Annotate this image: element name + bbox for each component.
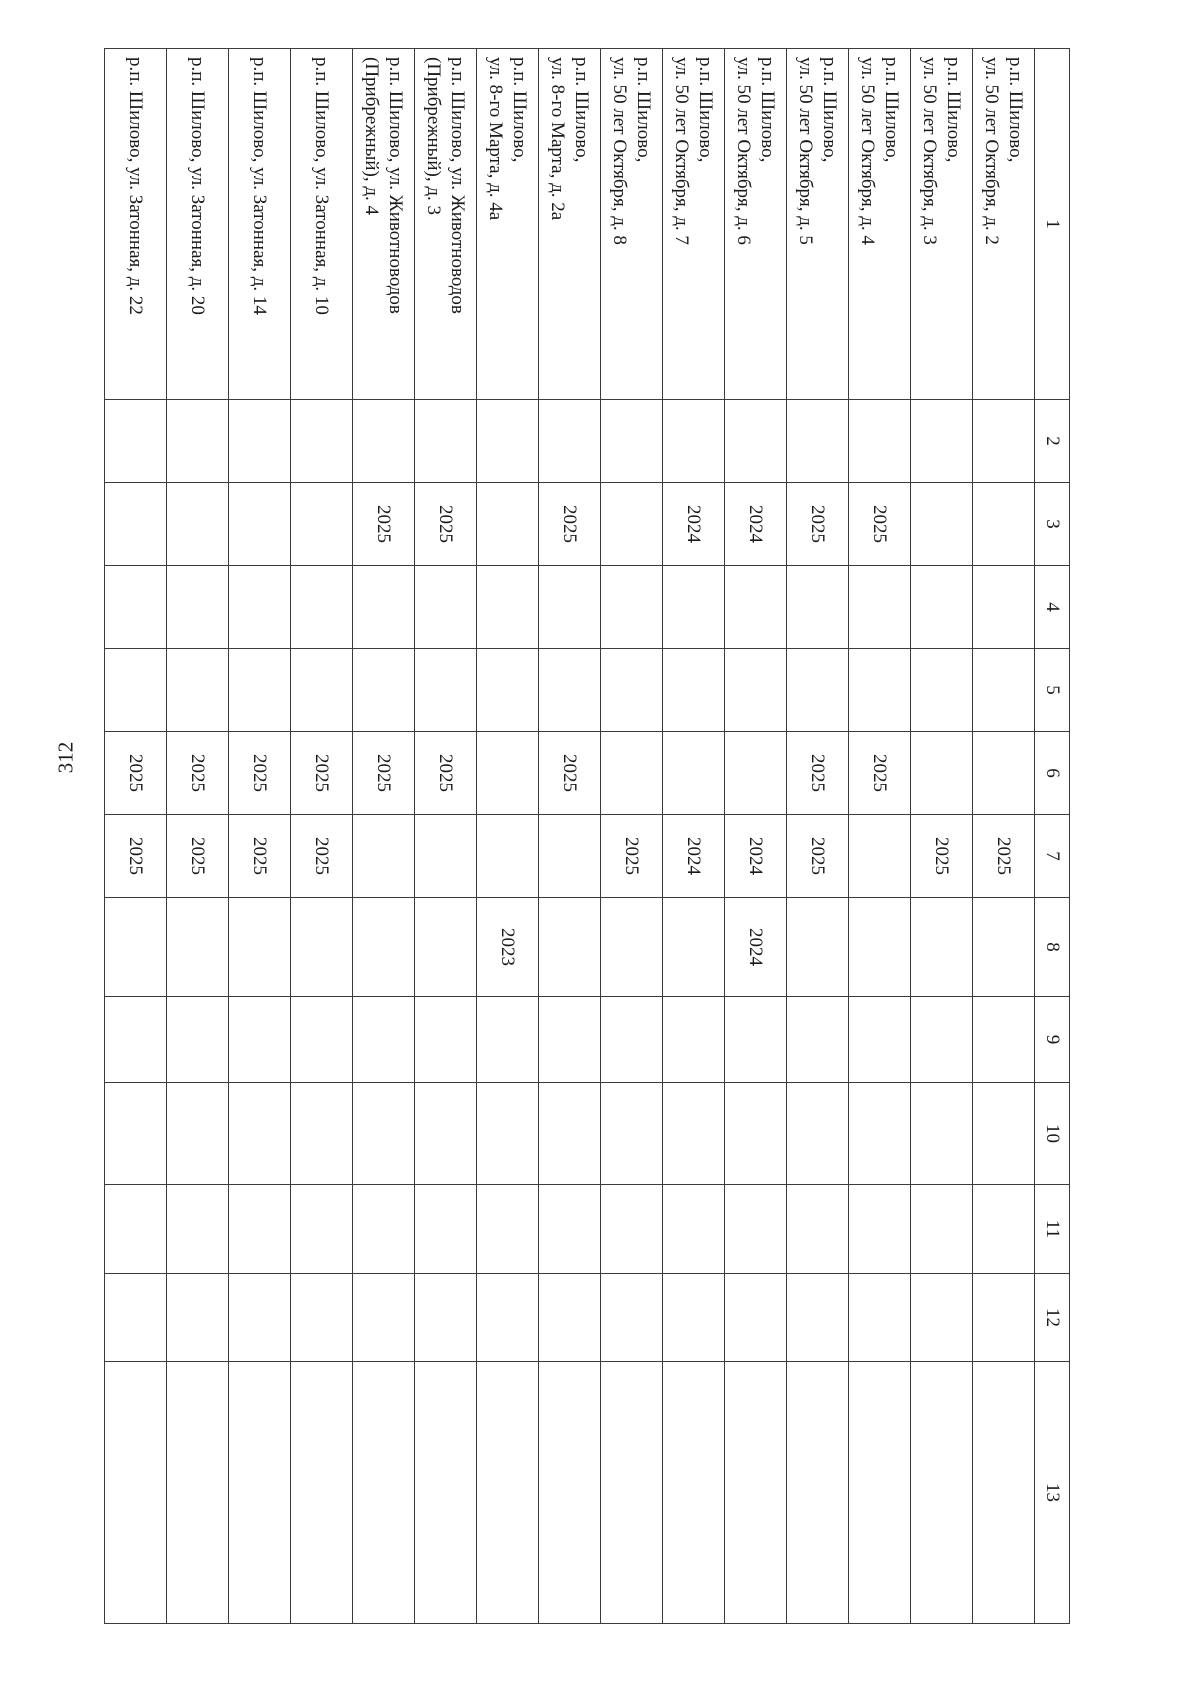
year-cell-4 xyxy=(167,566,229,649)
year-cell-6 xyxy=(973,732,1035,815)
year-cell-11 xyxy=(973,1185,1035,1274)
table-row xyxy=(415,49,477,1624)
year-cell-5 xyxy=(787,649,849,732)
table-row xyxy=(601,49,663,1624)
year-cell-7: 2025 xyxy=(787,815,849,898)
year-cell-6: 2025 xyxy=(353,732,415,815)
year-cell-12 xyxy=(601,1274,663,1362)
year-cell-4 xyxy=(415,566,477,649)
column-header-10: 10 xyxy=(1035,1083,1070,1185)
year-cell-6: 2025 xyxy=(167,732,229,815)
year-cell-4 xyxy=(477,566,539,649)
year-cell-11 xyxy=(911,1185,973,1274)
year-cell-12 xyxy=(415,1274,477,1362)
year-cell-5 xyxy=(105,649,167,732)
year-cell-13 xyxy=(725,1362,787,1624)
year-cell-5 xyxy=(477,649,539,732)
year-cell-6 xyxy=(477,732,539,815)
year-cell-3 xyxy=(291,483,353,566)
year-cell-7: 2025 xyxy=(167,815,229,898)
year-cell-12 xyxy=(663,1274,725,1362)
table-row xyxy=(787,49,849,1624)
year-cell-11 xyxy=(353,1185,415,1274)
year-cell-11 xyxy=(849,1185,911,1274)
year-cell-3: 2025 xyxy=(787,483,849,566)
address-cell: р.п. Шилово, ул. Животноводов (Прибрежный), д. 4 xyxy=(353,49,415,400)
address-cell: р.п. Шилово, ул. 50 лет Октября, д. 7 xyxy=(663,49,725,400)
year-cell-6: 2025 xyxy=(229,732,291,815)
year-cell-10 xyxy=(973,1083,1035,1185)
year-cell-7 xyxy=(849,815,911,898)
year-cell-12 xyxy=(539,1274,601,1362)
year-cell-5 xyxy=(353,649,415,732)
year-cell-11 xyxy=(291,1185,353,1274)
table-row xyxy=(973,49,1035,1624)
year-cell-11 xyxy=(167,1185,229,1274)
year-cell-12 xyxy=(973,1274,1035,1362)
year-cell-13 xyxy=(291,1362,353,1624)
year-cell-10 xyxy=(539,1083,601,1185)
year-cell-3 xyxy=(229,483,291,566)
table-body xyxy=(105,49,1035,1624)
rotated-table-container xyxy=(108,48,1070,1523)
year-cell-9 xyxy=(849,997,911,1083)
year-cell-4 xyxy=(353,566,415,649)
year-cell-11 xyxy=(539,1185,601,1274)
year-cell-7: 2025 xyxy=(229,815,291,898)
year-cell-5 xyxy=(415,649,477,732)
year-cell-2 xyxy=(663,400,725,483)
year-cell-13 xyxy=(663,1362,725,1624)
year-cell-4 xyxy=(725,566,787,649)
year-cell-9 xyxy=(477,997,539,1083)
year-cell-3: 2025 xyxy=(415,483,477,566)
address-cell: р.п. Шилово, ул. Затонная, д. 14 xyxy=(229,49,291,400)
year-cell-8: 2024 xyxy=(725,898,787,997)
address-cell: р.п. Шилово, ул. 50 лет Октября, д. 6 xyxy=(725,49,787,400)
year-cell-10 xyxy=(663,1083,725,1185)
address-cell: р.п. Шилово, ул. 8-го Марта, д. 2а xyxy=(539,49,601,400)
year-cell-11 xyxy=(415,1185,477,1274)
year-cell-2 xyxy=(849,400,911,483)
year-cell-13 xyxy=(353,1362,415,1624)
year-cell-9 xyxy=(105,997,167,1083)
year-cell-2 xyxy=(539,400,601,483)
year-cell-8 xyxy=(229,898,291,997)
year-cell-4 xyxy=(849,566,911,649)
year-cell-10 xyxy=(229,1083,291,1185)
table-row xyxy=(911,49,973,1624)
column-header-5: 5 xyxy=(1035,649,1070,732)
year-cell-4 xyxy=(787,566,849,649)
year-cell-5 xyxy=(725,649,787,732)
address-cell: р.п. Шилово, ул. 50 лет Октября, д. 3 xyxy=(911,49,973,400)
address-cell: р.п. Шилово, ул. 50 лет Октября, д. 5 xyxy=(787,49,849,400)
year-cell-10 xyxy=(911,1083,973,1185)
year-cell-13 xyxy=(167,1362,229,1624)
year-cell-2 xyxy=(229,400,291,483)
year-cell-2 xyxy=(477,400,539,483)
year-cell-8 xyxy=(415,898,477,997)
column-header-8: 8 xyxy=(1035,898,1070,997)
year-cell-2 xyxy=(787,400,849,483)
year-cell-7: 2025 xyxy=(973,815,1035,898)
column-header-13: 13 xyxy=(1035,1362,1070,1624)
year-cell-7: 2025 xyxy=(291,815,353,898)
column-header-9: 9 xyxy=(1035,997,1070,1083)
year-cell-10 xyxy=(849,1083,911,1185)
year-cell-6: 2025 xyxy=(539,732,601,815)
year-cell-3: 2024 xyxy=(663,483,725,566)
year-cell-6: 2025 xyxy=(849,732,911,815)
year-cell-11 xyxy=(477,1185,539,1274)
year-cell-12 xyxy=(725,1274,787,1362)
year-cell-3: 2025 xyxy=(353,483,415,566)
year-cell-11 xyxy=(105,1185,167,1274)
year-cell-7: 2025 xyxy=(911,815,973,898)
year-cell-5 xyxy=(601,649,663,732)
table-row xyxy=(229,49,291,1624)
year-cell-4 xyxy=(229,566,291,649)
year-cell-9 xyxy=(601,997,663,1083)
year-cell-8 xyxy=(911,898,973,997)
year-cell-8 xyxy=(167,898,229,997)
year-cell-5 xyxy=(663,649,725,732)
year-cell-4 xyxy=(663,566,725,649)
year-cell-4 xyxy=(291,566,353,649)
year-cell-12 xyxy=(911,1274,973,1362)
year-cell-8: 2023 xyxy=(477,898,539,997)
year-cell-3: 2025 xyxy=(539,483,601,566)
column-header-7: 7 xyxy=(1035,815,1070,898)
year-cell-12 xyxy=(229,1274,291,1362)
table-row xyxy=(291,49,353,1624)
year-cell-11 xyxy=(601,1185,663,1274)
year-cell-13 xyxy=(415,1362,477,1624)
year-cell-9 xyxy=(415,997,477,1083)
year-cell-4 xyxy=(601,566,663,649)
year-cell-3 xyxy=(973,483,1035,566)
address-cell: р.п. Шилово, ул. Животноводов (Прибрежный), д. 3 xyxy=(415,49,477,400)
year-cell-6 xyxy=(601,732,663,815)
address-cell: р.п. Шилово, ул. 50 лет Октября, д. 4 xyxy=(849,49,911,400)
year-cell-5 xyxy=(291,649,353,732)
column-header-3: 3 xyxy=(1035,483,1070,566)
year-cell-11 xyxy=(663,1185,725,1274)
year-cell-13 xyxy=(787,1362,849,1624)
year-cell-8 xyxy=(353,898,415,997)
year-cell-9 xyxy=(291,997,353,1083)
year-cell-2 xyxy=(911,400,973,483)
year-cell-11 xyxy=(725,1185,787,1274)
table-row xyxy=(105,49,167,1624)
table-row xyxy=(539,49,601,1624)
year-cell-11 xyxy=(229,1185,291,1274)
year-cell-4 xyxy=(105,566,167,649)
year-cell-13 xyxy=(229,1362,291,1624)
year-cell-5 xyxy=(911,649,973,732)
year-cell-10 xyxy=(725,1083,787,1185)
year-cell-13 xyxy=(105,1362,167,1624)
year-cell-3 xyxy=(911,483,973,566)
year-cell-6: 2025 xyxy=(415,732,477,815)
column-header-1: 1 xyxy=(1035,49,1070,400)
year-cell-7 xyxy=(415,815,477,898)
year-cell-6 xyxy=(725,732,787,815)
year-cell-13 xyxy=(601,1362,663,1624)
year-cell-7: 2025 xyxy=(105,815,167,898)
year-cell-7 xyxy=(353,815,415,898)
table-row xyxy=(663,49,725,1624)
year-cell-10 xyxy=(291,1083,353,1185)
schedule-table xyxy=(104,48,1070,1624)
year-cell-5 xyxy=(167,649,229,732)
year-cell-7: 2024 xyxy=(663,815,725,898)
year-cell-12 xyxy=(787,1274,849,1362)
year-cell-13 xyxy=(911,1362,973,1624)
year-cell-6 xyxy=(911,732,973,815)
column-header-2: 2 xyxy=(1035,400,1070,483)
table-row xyxy=(725,49,787,1624)
year-cell-8 xyxy=(539,898,601,997)
year-cell-10 xyxy=(601,1083,663,1185)
year-cell-3 xyxy=(105,483,167,566)
year-cell-13 xyxy=(973,1362,1035,1624)
column-header-6: 6 xyxy=(1035,732,1070,815)
year-cell-8 xyxy=(601,898,663,997)
year-cell-9 xyxy=(725,997,787,1083)
year-cell-12 xyxy=(105,1274,167,1362)
year-cell-8 xyxy=(105,898,167,997)
table-row xyxy=(849,49,911,1624)
year-cell-7 xyxy=(477,815,539,898)
year-cell-13 xyxy=(539,1362,601,1624)
year-cell-13 xyxy=(477,1362,539,1624)
year-cell-5 xyxy=(849,649,911,732)
year-cell-7 xyxy=(539,815,601,898)
year-cell-4 xyxy=(973,566,1035,649)
year-cell-2 xyxy=(725,400,787,483)
year-cell-2 xyxy=(291,400,353,483)
year-cell-3: 2025 xyxy=(849,483,911,566)
year-cell-9 xyxy=(973,997,1035,1083)
year-cell-2 xyxy=(973,400,1035,483)
year-cell-2 xyxy=(601,400,663,483)
year-cell-12 xyxy=(291,1274,353,1362)
year-cell-9 xyxy=(663,997,725,1083)
year-cell-9 xyxy=(167,997,229,1083)
year-cell-7: 2024 xyxy=(725,815,787,898)
year-cell-3 xyxy=(601,483,663,566)
year-cell-9 xyxy=(229,997,291,1083)
table-row xyxy=(353,49,415,1624)
column-header-11: 11 xyxy=(1035,1185,1070,1274)
year-cell-5 xyxy=(229,649,291,732)
year-cell-5 xyxy=(539,649,601,732)
year-cell-2 xyxy=(353,400,415,483)
year-cell-2 xyxy=(167,400,229,483)
year-cell-7: 2025 xyxy=(601,815,663,898)
year-cell-4 xyxy=(539,566,601,649)
address-cell: р.п. Шилово, ул. Затонная, д. 20 xyxy=(167,49,229,400)
year-cell-6: 2025 xyxy=(105,732,167,815)
year-cell-8 xyxy=(291,898,353,997)
address-cell: р.п. Шилово, ул. Затонная, д. 10 xyxy=(291,49,353,400)
year-cell-2 xyxy=(105,400,167,483)
page-number: 312 xyxy=(53,741,78,774)
year-cell-3 xyxy=(167,483,229,566)
address-cell: р.п. Шилово, ул. 50 лет Октября, д. 8 xyxy=(601,49,663,400)
year-cell-12 xyxy=(477,1274,539,1362)
year-cell-10 xyxy=(787,1083,849,1185)
year-cell-6 xyxy=(663,732,725,815)
year-cell-9 xyxy=(787,997,849,1083)
column-header-4: 4 xyxy=(1035,566,1070,649)
year-cell-13 xyxy=(849,1362,911,1624)
year-cell-10 xyxy=(167,1083,229,1185)
year-cell-10 xyxy=(353,1083,415,1185)
address-cell: р.п. Шилово, ул. Затонная, д. 22 xyxy=(105,49,167,400)
year-cell-10 xyxy=(477,1083,539,1185)
year-cell-8 xyxy=(973,898,1035,997)
year-cell-9 xyxy=(539,997,601,1083)
table-header-row xyxy=(1035,49,1070,1624)
year-cell-10 xyxy=(415,1083,477,1185)
year-cell-5 xyxy=(973,649,1035,732)
year-cell-11 xyxy=(787,1185,849,1274)
year-cell-12 xyxy=(849,1274,911,1362)
year-cell-3 xyxy=(477,483,539,566)
year-cell-12 xyxy=(167,1274,229,1362)
column-header-12: 12 xyxy=(1035,1274,1070,1362)
year-cell-8 xyxy=(663,898,725,997)
year-cell-9 xyxy=(353,997,415,1083)
table-row xyxy=(167,49,229,1624)
year-cell-10 xyxy=(105,1083,167,1185)
year-cell-6: 2025 xyxy=(787,732,849,815)
address-cell: р.п. Шилово, ул. 8-го Марта, д. 4а xyxy=(477,49,539,400)
year-cell-9 xyxy=(911,997,973,1083)
year-cell-3: 2024 xyxy=(725,483,787,566)
year-cell-8 xyxy=(787,898,849,997)
year-cell-2 xyxy=(415,400,477,483)
year-cell-6: 2025 xyxy=(291,732,353,815)
address-cell: р.п. Шилово, ул. 50 лет Октября, д. 2 xyxy=(973,49,1035,400)
year-cell-8 xyxy=(849,898,911,997)
table-row xyxy=(477,49,539,1624)
year-cell-4 xyxy=(911,566,973,649)
year-cell-12 xyxy=(353,1274,415,1362)
